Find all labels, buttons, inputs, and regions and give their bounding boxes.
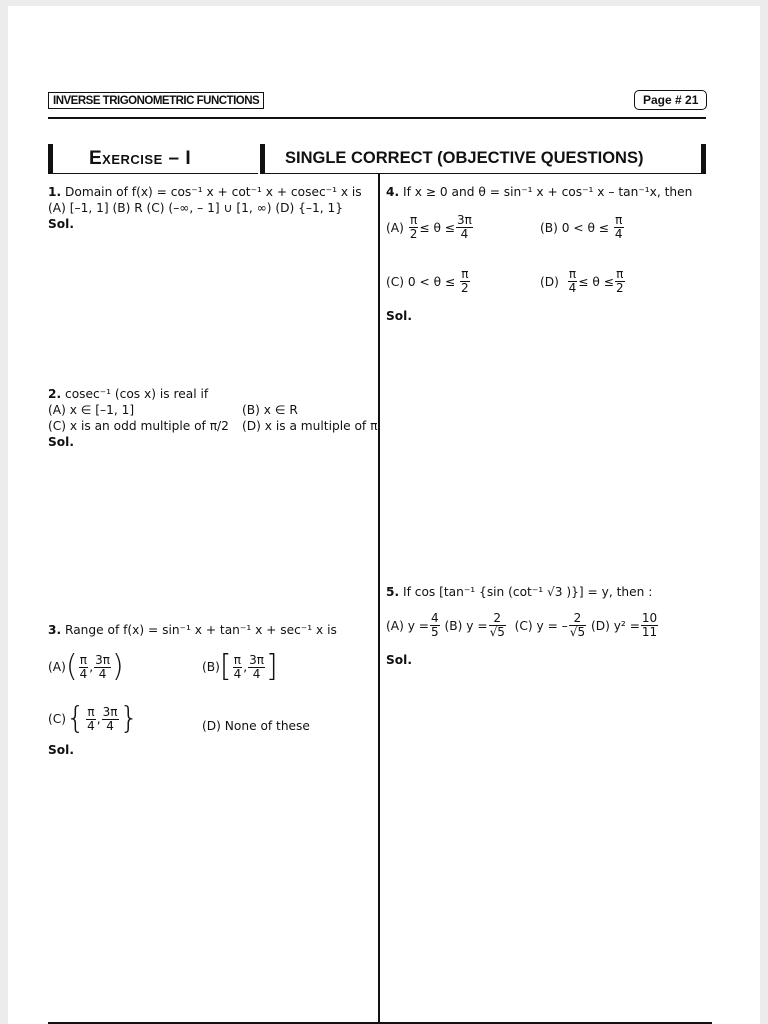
q3-b-frac1: $\frac{\pi}{4}$ bbox=[233, 652, 242, 681]
q4-sol-label: Sol. bbox=[386, 309, 412, 323]
q4-option-d bbox=[540, 268, 626, 295]
q2-option-d: (D) x is a multiple of π bbox=[242, 419, 378, 433]
q4-a-label: (A) bbox=[386, 220, 404, 235]
open-paren-symbol: ( bbox=[65, 649, 78, 684]
q3-option-b: (B) [ $\frac{\pi}{4}$ , $\frac{3\pi}{4}$ ] bbox=[202, 649, 278, 684]
q5-d-frac: $\frac{10}{11}$ bbox=[641, 611, 658, 639]
q1-stem: Domain of f(x) = cos⁻¹ x + cot⁻¹ x + cosec⁻¹ x is bbox=[65, 185, 362, 199]
q3-c-frac2: $\frac{3\pi}{4}$ bbox=[102, 704, 118, 733]
q5-d-label: (D) y² = bbox=[590, 618, 640, 633]
q2-number: 2. bbox=[48, 387, 62, 401]
q5-c-label: (C) y = – bbox=[514, 618, 568, 633]
q4-stem: If x ≥ 0 and θ = sin⁻¹ x + cos⁻¹ x – tan⁻¹x, then bbox=[403, 185, 693, 199]
q2-option-c: (C) x is an odd multiple of π/2 bbox=[48, 419, 229, 433]
q3-c-frac1: $\frac{\pi}{4}$ bbox=[87, 704, 95, 733]
q4-a-frac2: $\frac{3\pi}{4}$ bbox=[457, 213, 472, 241]
q4-b-label: (B) 0 < θ ≤ bbox=[540, 220, 610, 235]
open-bracket-symbol: [ bbox=[219, 649, 232, 684]
close-brace-symbol: } bbox=[119, 701, 139, 736]
q3-b-label: (B) bbox=[202, 660, 220, 674]
q5-a-label: (A) y = bbox=[386, 618, 430, 633]
q5-c-frac: $\frac{2}{√5}$ bbox=[569, 611, 586, 639]
q3-a-frac1: $\frac{\pi}{4}$ bbox=[79, 652, 88, 681]
q2-sol-label: Sol. bbox=[48, 435, 74, 449]
column-divider bbox=[378, 174, 380, 1024]
q2-stem: cosec⁻¹ (cos x) is real if bbox=[65, 387, 209, 401]
q3-option-d: (D) None of these bbox=[202, 719, 310, 733]
q5-sol-label: Sol. bbox=[386, 653, 412, 667]
q3-b-frac2: $\frac{3\pi}{4}$ bbox=[249, 652, 264, 681]
q4-d-frac1: $\frac{\pi}{4}$ bbox=[568, 267, 577, 295]
q4-d-label: (D) bbox=[540, 274, 559, 289]
q5-a-frac: $\frac{4}{5}$ bbox=[431, 611, 439, 639]
q3-sol-label: Sol. bbox=[48, 743, 74, 757]
q4-a-frac1: $\frac{\pi}{2}$ bbox=[409, 213, 418, 241]
q4-c-label: (C) 0 < θ ≤ bbox=[386, 274, 456, 289]
q4-d-relation: ≤ θ ≤ bbox=[578, 274, 614, 289]
close-paren-symbol: ) bbox=[111, 649, 124, 684]
question-4 bbox=[386, 184, 692, 200]
question-2 bbox=[48, 386, 377, 450]
q4-a-relation: ≤ θ ≤ bbox=[419, 220, 456, 235]
q5-stem: If cos [tan⁻¹ {sin (cot⁻¹ √3 )}] = y, then : bbox=[403, 585, 653, 599]
q4-number: 4. bbox=[386, 185, 400, 199]
q4-option-c bbox=[386, 268, 471, 295]
exercise-title-text: Exercise – I bbox=[89, 148, 192, 169]
q3-c-label: (C) bbox=[48, 712, 67, 726]
q3-a-frac2: $\frac{3\pi}{4}$ bbox=[95, 652, 110, 681]
q3-option-c: (C) { $\frac{\pi}{4}$ , $\frac{3\pi}{4}$ } bbox=[48, 701, 139, 736]
chapter-title: INVERSE TRIGONOMETRIC FUNCTIONS bbox=[48, 92, 264, 109]
q2-option-b: (B) x ∈ R bbox=[242, 403, 298, 417]
footer-rule bbox=[48, 1022, 712, 1024]
q1-number: 1. bbox=[48, 185, 62, 199]
q3-stem: Range of f(x) = sin⁻¹ x + tan⁻¹ x + sec⁻¹ x is bbox=[65, 623, 337, 637]
worksheet-page bbox=[8, 6, 760, 1024]
q3-number: 3. bbox=[48, 623, 62, 637]
open-brace-symbol: { bbox=[66, 701, 86, 736]
close-bracket-symbol: ] bbox=[265, 649, 278, 684]
q5-b-frac: $\frac{2}{√5}$ bbox=[489, 611, 505, 639]
header-rule bbox=[48, 117, 706, 119]
question-1 bbox=[48, 184, 362, 232]
page-number: Page # 21 bbox=[634, 90, 707, 110]
section-title: SINGLE CORRECT (OBJECTIVE QUESTIONS) bbox=[260, 144, 706, 174]
q5-number: 5. bbox=[386, 585, 400, 599]
q5-b-label: (B) y = bbox=[444, 618, 488, 633]
q3-option-a: (A) ( $\frac{\pi}{4}$ , $\frac{3\pi}{4}$ ) bbox=[48, 649, 124, 684]
q1-options: (A) [–1, 1] (B) R (C) (–∞, – 1] ∪ [1, ∞) (D) {–1, 1} bbox=[48, 201, 343, 215]
q4-b-frac: $\frac{\pi}{4}$ bbox=[614, 213, 623, 241]
q5-options bbox=[386, 612, 659, 639]
question-3 bbox=[48, 622, 337, 638]
q4-c-frac: $\frac{\pi}{2}$ bbox=[461, 267, 469, 295]
q3-a-label: (A) bbox=[48, 660, 66, 674]
q4-option-b bbox=[540, 214, 625, 241]
question-5 bbox=[386, 584, 652, 600]
q4-d-frac2: $\frac{\pi}{2}$ bbox=[615, 267, 624, 295]
exercise-title bbox=[48, 144, 258, 174]
q1-sol-label: Sol. bbox=[48, 217, 74, 231]
q4-option-a bbox=[386, 214, 474, 241]
q2-option-a: (A) x ∈ [–1, 1] bbox=[48, 403, 135, 417]
